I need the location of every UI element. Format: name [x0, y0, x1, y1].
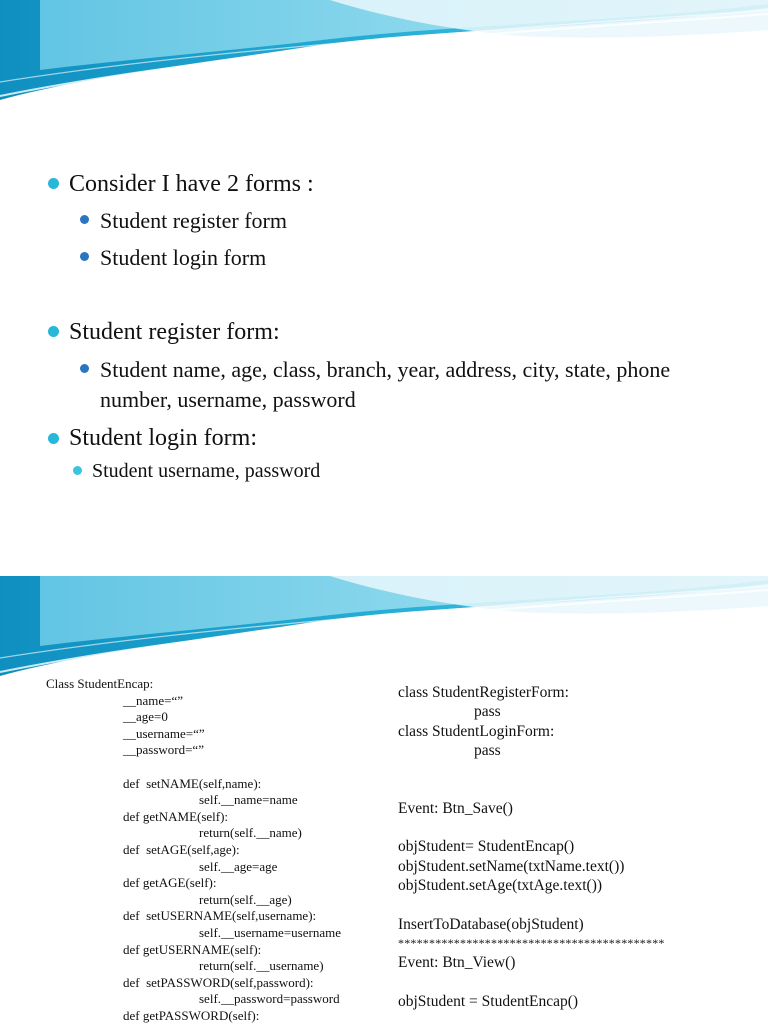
code-line: objStudent.setName(txtName.text()): [398, 857, 625, 875]
bullet-dot: [80, 364, 89, 373]
code-line: [398, 895, 665, 914]
code-line: self.__name=name: [199, 792, 298, 808]
bullet-login-heading: Student login form:: [69, 425, 257, 451]
code-line: [398, 972, 665, 991]
code-line: Event: Btn_View(): [398, 954, 516, 972]
bullet-dot: [73, 466, 82, 475]
code-line: self.__password=password: [199, 991, 340, 1007]
code-line: objStudent.setAge(txtAge.text()): [398, 876, 603, 894]
code-line: def setAGE(self,age):: [123, 841, 240, 857]
code-line: objStudent = StudentEncap(): [398, 992, 579, 1010]
code-line: return(self.__age): [199, 891, 292, 907]
code-line: Event: Btn_Save(): [398, 799, 513, 817]
bullet-dot: [48, 433, 59, 444]
bullet-consider-forms: Consider I have 2 forms :: [69, 171, 314, 197]
code-line: objStudent= StudentEncap(): [398, 838, 575, 856]
code-line: __name=“”: [123, 692, 184, 708]
code-line: InsertToDatabase(objStudent): [398, 915, 584, 933]
code-line: [398, 818, 665, 837]
code-line: Class StudentEncap:: [46, 676, 154, 691]
code-line: [398, 779, 665, 798]
student-encap-code: [46, 676, 341, 1024]
code-line: __age=0: [123, 709, 168, 725]
bullet-login-fields: Student username, password: [92, 460, 321, 482]
code-line: pass: [474, 741, 501, 759]
code-line: def setUSERNAME(self,username):: [123, 908, 317, 924]
code-line: self.__username=username: [199, 924, 341, 940]
code-line: def getNAME(self):: [123, 808, 229, 824]
bullet-dot: [80, 215, 89, 224]
bullet-dot: [80, 252, 89, 261]
code-line: return(self.__username): [199, 958, 324, 974]
code-line: __password=“”: [123, 742, 204, 758]
code-line: class StudentLoginForm:: [398, 722, 555, 740]
bullet-login-form: Student login form: [100, 245, 267, 270]
code-line: return(self.__name): [199, 825, 302, 841]
bullet-register-form: Student register form: [100, 208, 287, 233]
wave-header: [0, 0, 768, 110]
code-line: def setNAME(self,name):: [123, 775, 262, 791]
code-line: pass: [474, 703, 501, 721]
code-line: def getUSERNAME(self):: [123, 941, 262, 957]
bullet-dot: [48, 178, 59, 189]
code-line: __username=“”: [123, 725, 205, 741]
code-line: class StudentRegisterForm:: [398, 684, 569, 701]
code-line: [46, 759, 341, 776]
form-event-code: [398, 683, 665, 1011]
code-line: def getAGE(self):: [123, 875, 217, 891]
code-line: *******************************************: [398, 935, 665, 950]
bullet-register-heading: Student register form:: [69, 319, 280, 345]
wave-header: [0, 576, 768, 686]
code-line: def setPASSWORD(self,password):: [123, 974, 314, 990]
code-line: [398, 760, 665, 779]
bullet-dot: [48, 326, 59, 337]
slide-2: [0, 576, 768, 1024]
code-line: self.__age=age: [199, 858, 278, 874]
code-line: def getPASSWORD(self):: [123, 1007, 260, 1023]
bullet-register-fields: Student name, age, class, branch, year, address, city, state, phone number, username, password: [100, 357, 671, 412]
